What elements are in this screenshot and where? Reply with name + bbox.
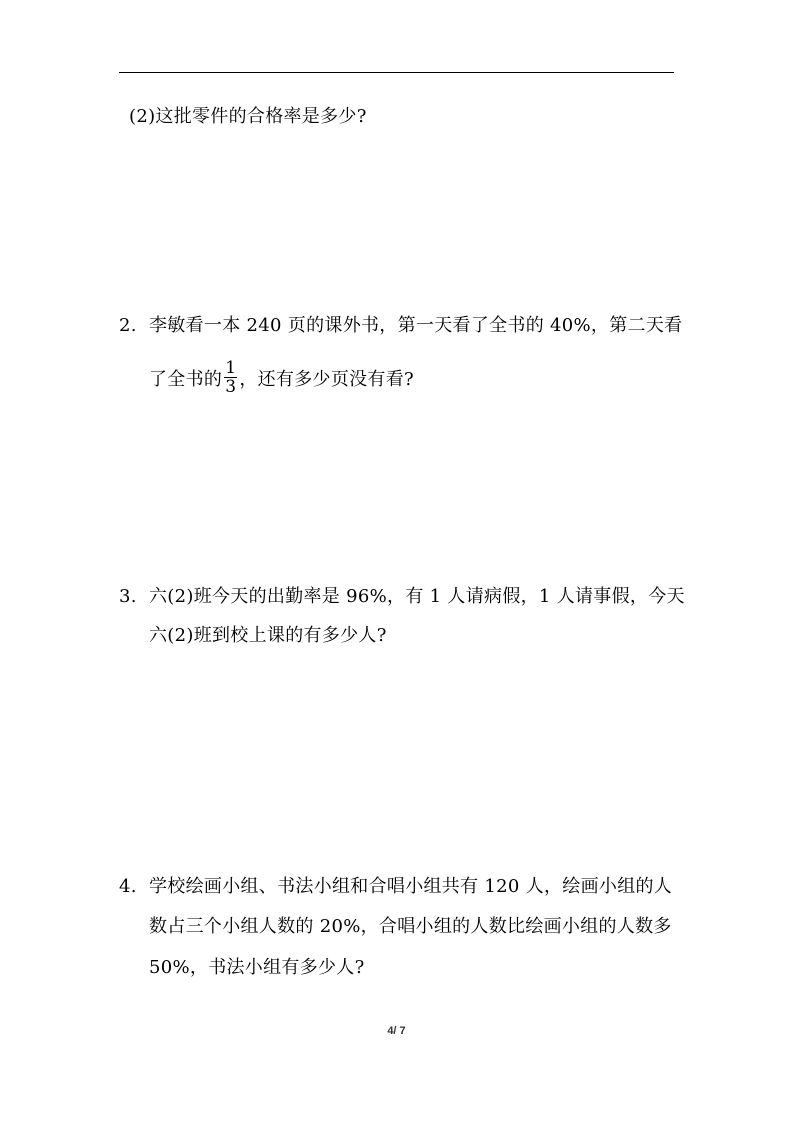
header-rule	[119, 72, 674, 73]
question-4-line-1	[119, 875, 672, 899]
question-2-line-1-text: 李敏看一本 240 页的课外书，第一天看了全书的 40%，第二天看	[149, 315, 683, 336]
question-2-line-2-after: ，还有多少页没有看?	[239, 369, 414, 390]
question-3-line-1	[119, 585, 685, 609]
page-number: 4/ 7	[387, 1025, 406, 1037]
question-4-line-2-text: 数占三个小组人数的 20%，合唱小组的人数比绘画小组的人数多	[149, 916, 672, 937]
question-2-line-1	[119, 314, 682, 338]
question-3-line-2	[149, 624, 387, 648]
question-1-part-2-text: (2)这批零件的合格率是多少?	[129, 106, 367, 127]
fraction-denominator: 3	[225, 377, 237, 397]
question-4-line-3-text: 50%，书法小组有多少人?	[149, 957, 365, 978]
fraction-numerator: 1	[225, 358, 237, 378]
question-2-line-2-before: 了全书的	[149, 369, 223, 390]
question-4-number: 4.	[119, 876, 137, 897]
question-2-line-2	[149, 358, 414, 398]
question-4-line-3	[149, 956, 365, 980]
question-3-number: 3.	[119, 586, 137, 607]
question-3-line-1-text: 六(2)班今天的出勤率是 96%，有 1 人请病假，1 人请事假，今天	[149, 586, 685, 607]
question-4-line-1-text: 学校绘画小组、书法小组和合唱小组共有 120 人，绘画小组的人	[149, 876, 673, 897]
fraction	[224, 360, 237, 396]
question-3-line-2-text: 六(2)班到校上课的有多少人?	[149, 625, 387, 646]
question-4-line-2	[149, 915, 672, 939]
question-1-part-2	[129, 105, 367, 129]
question-2-number: 2.	[119, 315, 137, 336]
